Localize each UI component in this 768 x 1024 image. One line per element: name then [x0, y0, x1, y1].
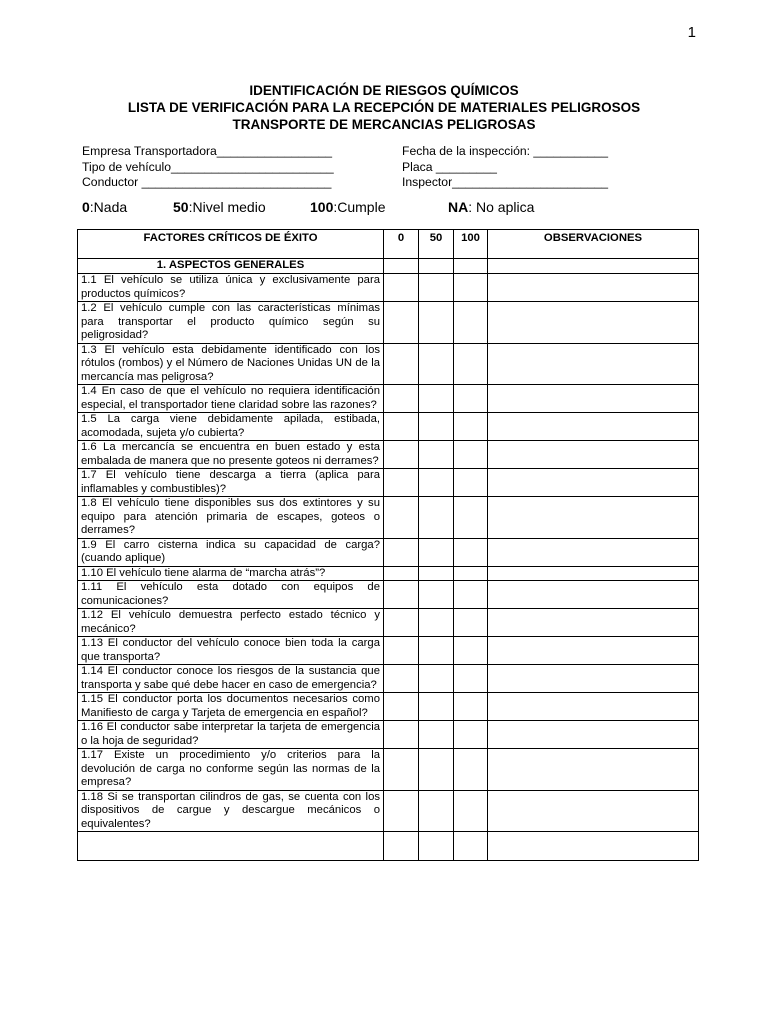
score-cell-50[interactable] — [419, 497, 454, 539]
document-titles — [0, 82, 768, 133]
observations-cell[interactable] — [488, 413, 699, 441]
question-text: 1.3 El vehículo esta debidamente identificado con los rótulos (rombos) y el Número de Naciones Unidas UN de la mercancía mas peligrosa? — [78, 343, 384, 385]
score-cell-100[interactable] — [454, 581, 488, 609]
score-cell-100[interactable] — [454, 749, 488, 791]
empty-row — [78, 832, 699, 861]
score-cell-0[interactable] — [384, 497, 419, 539]
score-cell-100[interactable] — [454, 538, 488, 566]
table-row — [78, 693, 699, 721]
observations-cell[interactable] — [488, 497, 699, 539]
header-factors: FACTORES CRÍTICOS DE ÉXITO — [78, 230, 384, 259]
table-row — [78, 497, 699, 539]
section-title: 1. ASPECTOS GENERALES — [78, 259, 384, 274]
table-row — [78, 790, 699, 832]
legend-medio: 50:Nivel medio — [173, 199, 266, 215]
score-cell-50[interactable] — [419, 721, 454, 749]
score-cell-50[interactable] — [419, 538, 454, 566]
header-fields — [82, 144, 692, 191]
table-row — [78, 274, 699, 302]
observations-cell[interactable] — [488, 749, 699, 791]
question-text: 1.9 El carro cisterna indica su capacidad de carga? (cuando aplique) — [78, 538, 384, 566]
observations-cell[interactable] — [488, 609, 699, 637]
table-row — [78, 665, 699, 693]
score-cell-100[interactable] — [454, 343, 488, 385]
score-cell-50[interactable] — [419, 693, 454, 721]
table-row — [78, 637, 699, 665]
score-cell-100[interactable] — [454, 693, 488, 721]
score-cell-50[interactable] — [419, 637, 454, 665]
score-cell-50[interactable] — [419, 665, 454, 693]
score-cell-0[interactable] — [384, 637, 419, 665]
score-cell-0[interactable] — [384, 581, 419, 609]
header-score-50: 50 — [419, 230, 454, 259]
score-cell-100[interactable] — [454, 566, 488, 581]
table-row — [78, 441, 699, 469]
legend-cumple: 100:Cumple — [310, 199, 386, 215]
table-row — [78, 385, 699, 413]
section-row — [78, 259, 699, 274]
score-cell-100[interactable] — [454, 413, 488, 441]
score-cell-0[interactable] — [384, 469, 419, 497]
score-cell-50[interactable] — [419, 581, 454, 609]
table-header-row — [78, 230, 699, 259]
question-text: 1.17 Existe un procedimiento y/o criterios para la devolución de carga no conforme según las normas de la empresa? — [78, 749, 384, 791]
header-observations: OBSERVACIONES — [488, 230, 699, 259]
score-cell-0[interactable] — [384, 274, 419, 302]
table-row — [78, 566, 699, 581]
observations-cell[interactable] — [488, 832, 699, 861]
question-text: 1.7 El vehículo tiene descarga a tierra (aplica para inflamables y combustibles)? — [78, 469, 384, 497]
question-text: 1.4 En caso de que el vehículo no requiera identificación especial, el transportador tiene claridad sobre las razones? — [78, 385, 384, 413]
score-cell-50[interactable] — [419, 413, 454, 441]
score-cell-100[interactable] — [454, 259, 488, 274]
observations-cell[interactable] — [488, 302, 699, 344]
question-text: 1.13 El conductor del vehículo conoce bien toda la carga que transporta? — [78, 637, 384, 665]
score-cell-100[interactable] — [454, 302, 488, 344]
score-cell-100[interactable] — [454, 441, 488, 469]
score-cell-0[interactable] — [384, 385, 419, 413]
field-empresa: Empresa Transportadora_________________ — [82, 144, 333, 158]
score-cell-0[interactable] — [384, 441, 419, 469]
score-cell-100[interactable] — [454, 609, 488, 637]
header-score-0: 0 — [384, 230, 419, 259]
observations-cell[interactable] — [488, 637, 699, 665]
score-cell-0[interactable] — [384, 832, 419, 861]
observations-cell[interactable] — [488, 259, 699, 274]
score-cell-100[interactable] — [454, 832, 488, 861]
header-score-100: 100 — [454, 230, 488, 259]
score-cell-50[interactable] — [419, 274, 454, 302]
title-line-2: LISTA DE VERIFICACIÓN PARA LA RECEPCIÓN DE MATERIALES PELIGROSOS — [127, 100, 641, 115]
score-cell-50[interactable] — [419, 609, 454, 637]
observations-cell[interactable] — [488, 385, 699, 413]
score-cell-50[interactable] — [419, 441, 454, 469]
score-cell-0[interactable] — [384, 749, 419, 791]
observations-cell[interactable] — [488, 469, 699, 497]
score-cell-50[interactable] — [419, 749, 454, 791]
question-text: 1.11 El vehículo esta dotado con equipos de comunicaciones? — [78, 581, 384, 609]
question-text: 1.2 El vehículo cumple con las características mínimas para transportar el producto químico según su peligrosidad? — [78, 302, 384, 344]
question-text: 1.5 La carga viene debidamente apilada, estibada, acomodada, sujeta y/o cubierta? — [78, 413, 384, 441]
score-cell-100[interactable] — [454, 637, 488, 665]
score-cell-0[interactable] — [384, 413, 419, 441]
observations-cell[interactable] — [488, 441, 699, 469]
score-cell-0[interactable] — [384, 721, 419, 749]
score-cell-100[interactable] — [454, 274, 488, 302]
score-cell-0[interactable] — [384, 693, 419, 721]
table-row — [78, 721, 699, 749]
table-row — [78, 469, 699, 497]
question-text: 1.10 El vehículo tiene alarma de “marcha atrás”? — [78, 566, 384, 581]
observations-cell[interactable] — [488, 693, 699, 721]
score-cell-50[interactable] — [419, 302, 454, 344]
observations-cell[interactable] — [488, 566, 699, 581]
table-row — [78, 609, 699, 637]
score-cell-50[interactable] — [419, 343, 454, 385]
table-row — [78, 343, 699, 385]
title-line-1: IDENTIFICACIÓN DE RIESGOS QUÍMICOS — [249, 83, 519, 98]
score-cell-0[interactable] — [384, 609, 419, 637]
question-text: 1.6 La mercancía se encuentra en buen estado y esta embalada de manera que no presente goteos ni derrames? — [78, 441, 384, 469]
score-cell-50[interactable] — [419, 790, 454, 832]
title-line-3: TRANSPORTE DE MERCANCIAS PELIGROSAS — [232, 117, 536, 132]
page-number: 1 — [687, 24, 696, 41]
score-cell-100[interactable] — [454, 790, 488, 832]
score-cell-50[interactable] — [419, 832, 454, 861]
score-cell-0[interactable] — [384, 259, 419, 274]
table-row — [78, 749, 699, 791]
score-cell-50[interactable] — [419, 259, 454, 274]
score-cell-0[interactable] — [384, 790, 419, 832]
observations-cell[interactable] — [488, 538, 699, 566]
legend-na: NA: No aplica — [448, 199, 535, 215]
observations-cell[interactable] — [488, 665, 699, 693]
field-inspector: Inspector_______________________ — [402, 175, 609, 189]
question-text: 1.18 Si se transportan cilindros de gas, se cuenta con los dispositivos de cargue y descargue mecánicos o equivalentes? — [78, 790, 384, 832]
question-text: 1.12 El vehículo demuestra perfecto estado técnico y mecánico? — [78, 609, 384, 637]
score-cell-100[interactable] — [454, 469, 488, 497]
field-tipo-vehiculo: Tipo de vehículo________________________ — [82, 159, 334, 174]
question-text: 1.8 El vehículo tiene disponibles sus dos extintores y su equipo para atención primaria de escapes, goteos o derrames? — [78, 497, 384, 539]
observations-cell[interactable] — [488, 790, 699, 832]
field-fecha: Fecha de la inspección: ___________ — [402, 144, 608, 158]
field-conductor: Conductor ____________________________ — [82, 175, 332, 189]
table-row — [78, 581, 699, 609]
score-cell-0[interactable] — [384, 343, 419, 385]
score-cell-100[interactable] — [454, 497, 488, 539]
score-cell-50[interactable] — [419, 385, 454, 413]
question-text: 1.16 El conductor sabe interpretar la tarjeta de emergencia o la hoja de seguridad? — [78, 721, 384, 749]
table-row — [78, 538, 699, 566]
score-cell-50[interactable] — [419, 469, 454, 497]
observations-cell[interactable] — [488, 721, 699, 749]
question-text: 1.1 El vehículo se utiliza única y exclusivamente para productos químicos? — [78, 274, 384, 302]
score-cell-100[interactable] — [454, 665, 488, 693]
observations-cell[interactable] — [488, 343, 699, 385]
observations-cell[interactable] — [488, 581, 699, 609]
score-cell-100[interactable] — [454, 385, 488, 413]
table-row — [78, 413, 699, 441]
score-cell-0[interactable] — [384, 566, 419, 581]
field-placa: Placa _________ — [402, 159, 497, 174]
score-cell-100[interactable] — [454, 721, 488, 749]
score-cell-0[interactable] — [384, 665, 419, 693]
question-text: 1.14 El conductor conoce los riesgos de la sustancia que transporta y sabe qué debe hacer en caso de emergencia? — [78, 665, 384, 693]
legend-nada: 0:Nada — [82, 199, 128, 215]
score-cell-0[interactable] — [384, 538, 419, 566]
observations-cell[interactable] — [488, 274, 699, 302]
checklist-table — [77, 229, 699, 861]
score-cell-50[interactable] — [419, 566, 454, 581]
table-row — [78, 302, 699, 344]
score-cell-0[interactable] — [384, 302, 419, 344]
question-text[interactable] — [78, 832, 384, 861]
question-text: 1.15 El conductor porta los documentos necesarios como Manifiesto de carga y Tarjeta de emergencia en español? — [78, 693, 384, 721]
